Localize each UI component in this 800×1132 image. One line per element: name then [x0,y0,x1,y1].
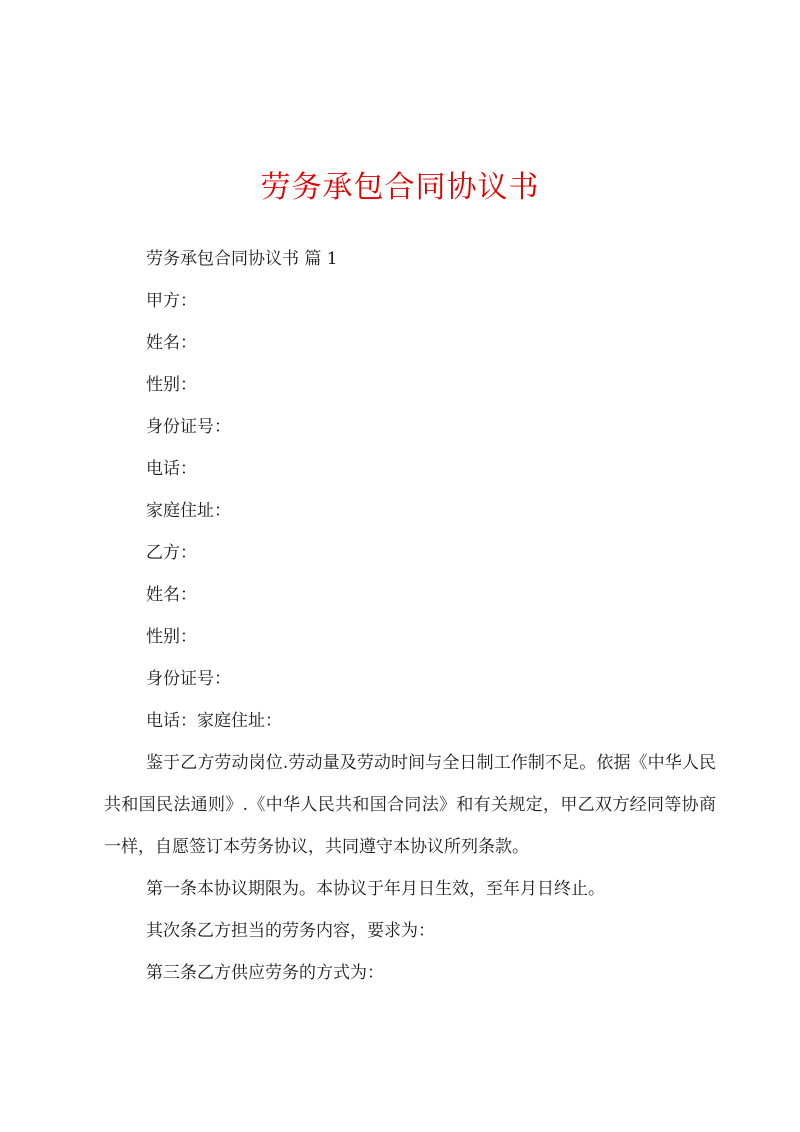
party-a-gender: 性别： [146,375,197,395]
party-a-label: 甲方： [146,291,197,311]
party-b-gender: 性别： [146,627,197,647]
article-1: 第一条本协议期限为。本协议于年月日生效，至年月日终止。 [146,879,605,899]
party-a-phone: 电话： [146,459,197,479]
preamble-paragraph: 鉴于乙方劳动岗位.劳动量及劳动时间与全日制工作制不足。依据《中华人民共和国民法通则》.《中华人民共和国合同法》和有关规定，甲乙双方经同等协商一样，自愿签订本劳务协议，共同遵守本协议所列条款。 [104,753,716,857]
party-b-label: 乙方： [146,543,197,563]
article-2: 其次条乙方担当的劳务内容，要求为： [146,921,435,941]
party-b-name: 姓名： [146,585,197,605]
article-3: 第三条乙方供应劳务的方式为： [146,963,384,983]
party-b-phone-address: 电话：家庭住址： [146,711,282,731]
party-a-id-number: 身份证号： [146,417,231,437]
section-heading: 劳务承包合同协议书 篇 1 [146,249,338,269]
document-title: 劳务承包合同协议书 [260,170,540,205]
party-a-address: 家庭住址： [146,501,231,521]
document-body [104,238,716,994]
party-a-name: 姓名： [146,333,197,353]
party-b-id-number: 身份证号： [146,669,231,689]
